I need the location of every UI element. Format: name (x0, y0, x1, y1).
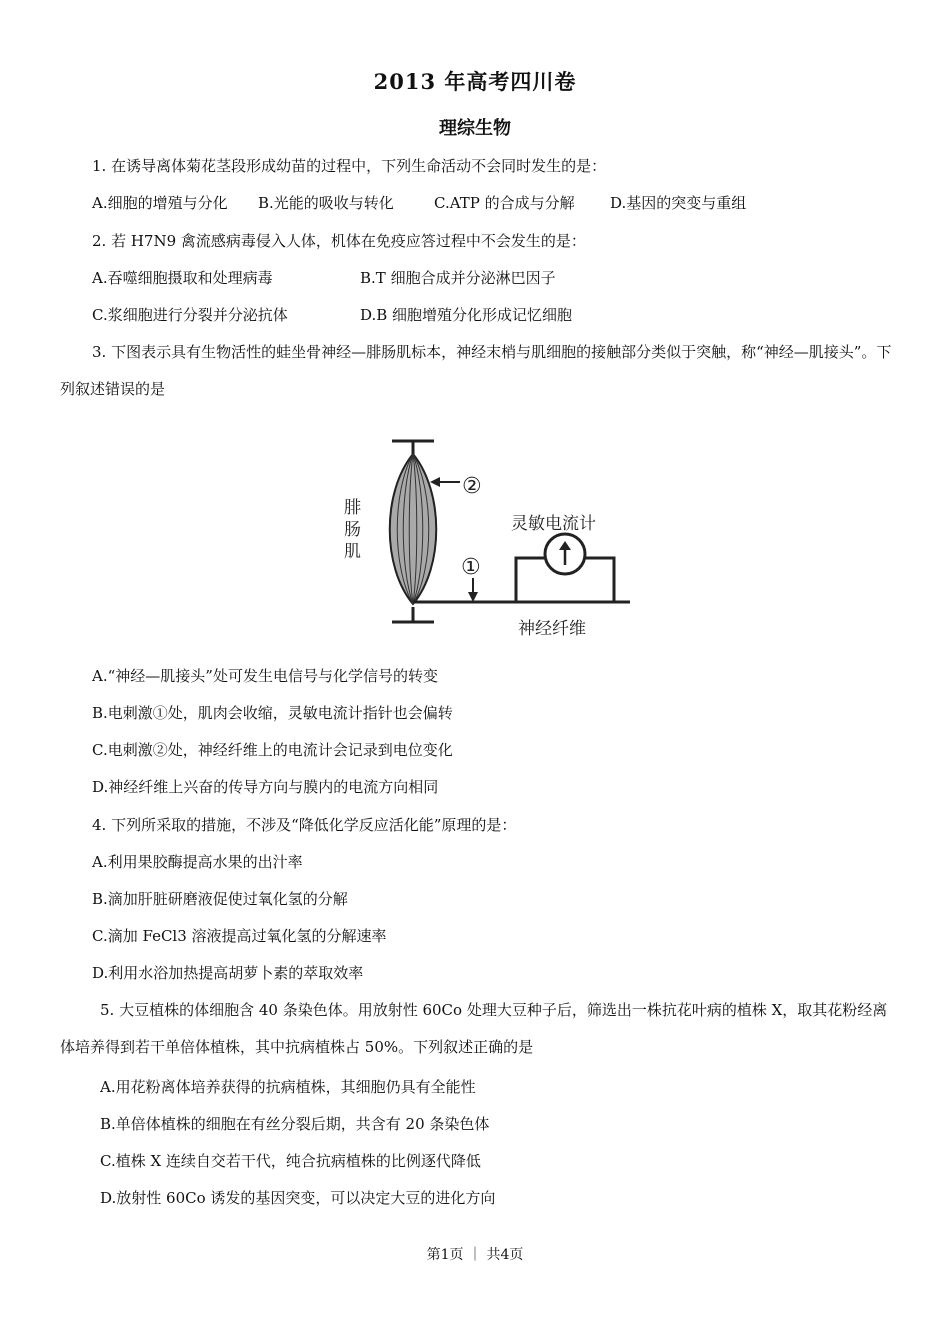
q5-option-a: A.用花粉离体培养获得的抗病植株，其细胞仍具有全能性 (100, 1078, 476, 1096)
marker-2-label: ② (462, 474, 482, 499)
muscle-label-1: 腓 (344, 498, 361, 518)
q1-stem: 1. 在诱导离体菊花茎段形成幼苗的过程中，下列生命活动不会同时发生的是： (92, 157, 607, 175)
q1-option-a: A.细胞的增殖与分化 (92, 194, 228, 212)
q5-option-d: D.放射性 60Co 诱发的基因突变，可以决定大豆的进化方向 (100, 1189, 496, 1207)
q2-stem: 2. 若 H7N9 禽流感病毒侵入人体，机体在免疫应答过程中不会发生的是： (92, 232, 586, 250)
q4-option-c: C.滴加 FeCl3 溶液提高过氧化氢的分解速率 (92, 927, 387, 945)
q4-stem: 4. 下列所采取的措施，不涉及“降低化学反应活化能”原理的是： (92, 816, 517, 834)
q2-option-b: B.T 细胞合成并分泌淋巴因子 (360, 269, 556, 287)
q5-stem: 5. 大豆植株的体细胞含 40 条染色体。用放射性 60Co 处理大豆种子后，筛选出一株抗花叶病的植株 X，取其花粉经离体培养得到若干单倍体植株，其中抗病植株占 50%。下列叙述正确的是 (60, 1001, 888, 1056)
q5-option-b: B.单倍体植株的细胞在有丝分裂后期，共含有 20 条染色体 (100, 1115, 490, 1133)
page-title: 2013 年高考四川卷 (373, 69, 577, 94)
marker-1-label: ① (461, 555, 481, 580)
q3-option-a: A.“神经—肌接头”处可发生电信号与化学信号的转变 (92, 667, 438, 685)
q2-option-c: C.浆细胞进行分裂并分泌抗体 (92, 306, 288, 324)
q4-option-b: B.滴加肝脏研磨液促使过氧化氢的分解 (92, 890, 348, 908)
nerve-fiber-label: 神经纤维 (518, 619, 586, 639)
muscle-label-3: 肌 (344, 542, 361, 562)
q1-option-b: B.光能的吸收与转化 (258, 194, 394, 212)
q3-stem: 3. 下图表示具有生物活性的蛙坐骨神经—腓肠肌标本，神经末梢与肌细胞的接触部分类似于突触，称“神经—肌接头”。下列叙述错误的是 (60, 343, 892, 398)
q3-option-d: D.神经纤维上兴奋的传导方向与膜内的电流方向相同 (92, 778, 439, 796)
page-subtitle: 理综生物 (439, 118, 511, 139)
q4-option-d: D.利用水浴加热提高胡萝卜素的萃取效率 (92, 964, 364, 982)
muscle-label-2: 肠 (344, 520, 361, 540)
q2-option-d: D.B 细胞增殖分化形成记忆细胞 (360, 306, 573, 324)
nerve-muscle-diagram (330, 432, 635, 647)
q1-option-c: C.ATP 的合成与分解 (434, 194, 575, 212)
q4-option-a: A.利用果胶酶提高水果的出汁率 (92, 853, 303, 871)
gastrocnemius-muscle (390, 454, 437, 604)
q3-option-c: C.电刺激②处，神经纤维上的电流计会记录到电位变化 (92, 741, 453, 759)
q3-option-b: B.电刺激①处，肌肉会收缩，灵敏电流计指针也会偏转 (92, 704, 453, 722)
q2-option-a: A.吞噬细胞摄取和处理病毒 (92, 269, 273, 287)
nerve-muscle-svg (330, 432, 635, 647)
q1-option-d: D.基因的突变与重组 (610, 194, 747, 212)
q5-option-c: C.植株 X 连续自交若干代，纯合抗病植株的比例逐代降低 (100, 1152, 481, 1170)
galvanometer-label: 灵敏电流计 (511, 514, 596, 534)
arrow-2-head (430, 477, 440, 487)
q1-options (92, 193, 746, 213)
page-footer: 第1页 ｜ 共4页 (426, 1247, 524, 1263)
